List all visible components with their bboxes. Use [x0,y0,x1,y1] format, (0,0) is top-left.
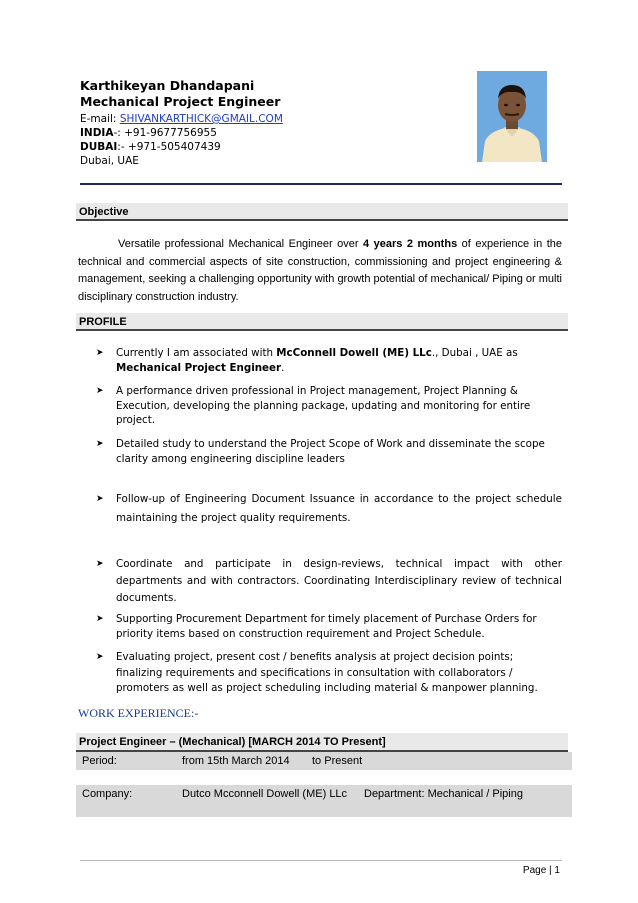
objective-heading-bar [76,203,568,221]
dubai-phone: :- +971-505407439 [117,141,221,153]
objective-text: Versatile professional Mechanical Engineer over 4 years 2 months of experience in the technical and commercial aspects of site construction, commissioning and project engineering & management, seeking a challenging opportunity with growth potential of mechanical/ Piping or multi disciplinary construction industry. [78,238,562,303]
arrow-bullet-icon: ➤ [96,559,104,569]
profile-bullet: ➤ Evaluating project, present cost / benefits analysis at project decision points; finalizing requirements and specifications in consultation with collaborators / promoters as well as project scheduling including material & manpower planning. [96,651,538,694]
period-from: from 15th March 2014 [182,755,290,767]
profile-heading-bar [76,313,568,331]
period-to: to Present [312,755,363,767]
email-label: E-mail: [80,113,117,125]
period-label: Period: [82,755,117,767]
candidate-title: Mechanical Project Engineer [80,94,281,109]
company-label: Company: [82,788,133,800]
india-label: INDIA [80,127,114,139]
profile-photo [477,71,547,162]
profile-bullet: ➤ Detailed study to understand the Project Scope of Work and disseminate the scope clarity among engineering discipline leaders [96,438,545,465]
footer-divider [80,860,562,861]
page-number: Page | 1 [522,865,560,876]
arrow-bullet-icon: ➤ [96,439,104,449]
dubai-label: DUBAI [80,141,118,153]
email-link[interactable]: SHIVANKARTHICK@GMAIL.COM [119,113,283,125]
arrow-bullet-icon: ➤ [96,652,104,662]
profile-bullet: ➤ Currently I am associated with McConnell Dowell (ME) LLc., Dubai , UAE as Mechanical Project Engineer. [96,347,518,374]
profile-bullet: ➤ Follow-up of Engineering Document Issuance in accordance to the project schedule maintaining the project quality requirements. [96,490,562,528]
profile-heading: PROFILE [79,316,127,328]
header-divider [80,183,562,185]
arrow-bullet-icon: ➤ [96,348,104,358]
candidate-name: Karthikeyan Dhandapani [80,78,255,93]
profile-bullet: ➤ Supporting Procurement Department for timely placement of Purchase Orders for priority items based on construction requirement and Project Schedule. [96,613,537,640]
department: Department: Mechanical / Piping [364,788,523,800]
arrow-bullet-icon: ➤ [96,614,104,624]
objective-heading: Objective [79,206,129,218]
profile-bullet: ➤ A performance driven professional in Project management, Project Planning & Execution, developing the planning package, updating and monitoring for entire project. [96,385,531,426]
arrow-bullet-icon: ➤ [96,386,104,396]
india-phone-line [80,126,217,140]
dubai-phone-line [80,140,221,154]
company-name: Dutco Mcconnell Dowell (ME) LLc [182,788,348,800]
job-title: Project Engineer – (Mechanical) [MARCH 2014 TO Present] [79,736,386,748]
email-line [80,112,283,126]
profile-bullet: ➤ Coordinate and participate in design-reviews, technical impact with other departments and with contractors. Coordinating Interdisciplinary review of technical documents. [96,558,562,604]
location: Dubai, UAE [80,155,139,167]
work-experience-heading: WORK EXPERIENCE:- [78,706,199,720]
experience-duration: 4 years 2 months [363,238,458,250]
arrow-bullet-icon: ➤ [96,494,104,504]
india-phone: -: +91-9677756955 [113,127,217,139]
